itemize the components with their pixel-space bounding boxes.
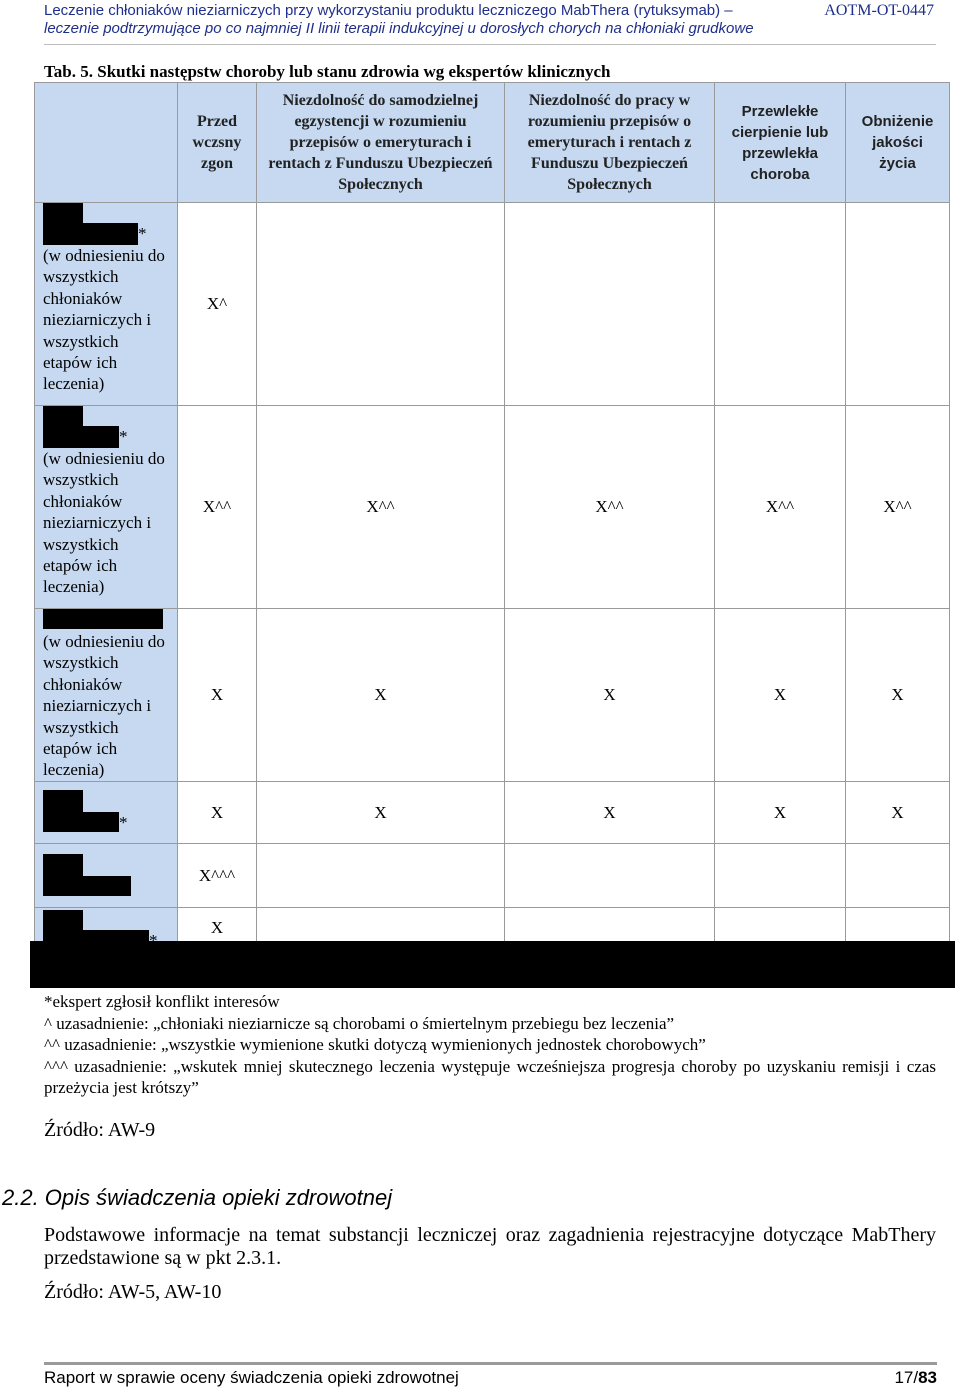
table-cell: X^^ xyxy=(178,406,257,609)
redacted-block xyxy=(43,203,83,223)
table-cell xyxy=(505,844,715,908)
row-note: (w odniesieniu do wszystkich chłoniaków nieziarniczych i wszystkich etapów ich leczenia) xyxy=(43,246,165,394)
note-caret-1: ^ uzasadnienie: „chłoniaki nieziarnicze są chorobami o śmiertelnym przebiegu bez leczenia” xyxy=(44,1013,675,1033)
table-cell xyxy=(257,844,505,908)
row-header xyxy=(35,844,178,908)
document-code: AOTM-OT-0447 xyxy=(824,2,934,19)
redacted-block xyxy=(43,426,119,448)
footer-divider xyxy=(44,1362,937,1365)
header-empty-cell xyxy=(35,83,178,203)
table-cell: X xyxy=(178,908,257,958)
redacted-block xyxy=(43,910,83,930)
page-footer xyxy=(44,1368,937,1388)
table-cell: X^^ xyxy=(715,406,846,609)
conflict-marker: * xyxy=(119,813,128,832)
table-cell xyxy=(257,203,505,406)
page-number xyxy=(894,1368,937,1388)
redacted-block xyxy=(43,876,131,896)
row-header xyxy=(35,406,178,609)
table-cell xyxy=(846,844,950,908)
table-cell: X^^ xyxy=(505,406,715,609)
source-note-2: Źródło: AW-5, AW-10 xyxy=(44,1281,222,1303)
table-row xyxy=(35,609,950,782)
col-header-premature-death: Przed wczsny zgon xyxy=(178,83,257,203)
redacted-block xyxy=(43,790,83,812)
redacted-block xyxy=(43,812,119,832)
table-cell xyxy=(715,844,846,908)
table-row xyxy=(35,782,950,844)
table-cell xyxy=(846,203,950,406)
table-cell: X^^^ xyxy=(178,844,257,908)
table-caption: Tab. 5. Skutki następstw choroby lub stanu zdrowia wg ekspertów klinicznych xyxy=(44,62,611,81)
col-header-chronic-suffering: Przewlekłe cierpienie lub przewlekła choroba xyxy=(715,83,846,203)
effects-table xyxy=(34,82,950,958)
source-note: Źródło: AW-9 xyxy=(44,1119,156,1141)
page-current: 17/ xyxy=(894,1368,919,1387)
table-cell: X xyxy=(257,609,505,782)
table-cell: X xyxy=(846,609,950,782)
running-header xyxy=(44,2,934,38)
table-cell: X xyxy=(178,782,257,844)
table-cell: X xyxy=(846,782,950,844)
header-title-line1: Leczenie chłoniaków nieziarniczych przy wykorzystaniu produktu leczniczego MabThera (rytuksymab) – xyxy=(44,2,733,19)
table-notes xyxy=(44,991,936,1099)
table-cell xyxy=(505,203,715,406)
table-cell: X xyxy=(505,782,715,844)
page-total: 83 xyxy=(918,1368,937,1387)
redacted-block xyxy=(43,854,83,876)
row-header xyxy=(35,609,178,782)
table-cell: X xyxy=(715,609,846,782)
section-heading: 2.2. Opis świadczenia opieki zdrowotnej xyxy=(2,1185,393,1210)
conflict-marker: * xyxy=(138,224,147,243)
body-paragraph: Podstawowe informacje na temat substancji leczniczej oraz zagadnienia rejestracyjne dotyczące MabThery przedstawione są w pkt 2.3.1. xyxy=(44,1224,936,1269)
note-caret-2: ^^ uzasadnienie: „wszystkie wymienione skutki dotyczą wymienionych jednostek chorobowych” xyxy=(44,1035,706,1054)
conflict-marker: * xyxy=(119,427,128,446)
redacted-block xyxy=(43,223,138,245)
col-header-independent-living-inability: Niezdolność do samodzielnej egzystencji w rozumieniu przepisów o emeryturach i rentach z Funduszu Ubezpieczeń Społecznych xyxy=(257,83,505,203)
table-row xyxy=(35,406,950,609)
header-divider xyxy=(44,44,936,45)
table-cell: X^ xyxy=(178,203,257,406)
table-row xyxy=(35,844,950,908)
table-cell: X xyxy=(505,609,715,782)
note-conflict: *ekspert zgłosił konflikt interesów xyxy=(44,992,280,1011)
table-cell: X xyxy=(257,782,505,844)
row-header xyxy=(35,782,178,844)
row-note: (w odniesieniu do wszystkich chłoniaków nieziarniczych i wszystkich etapów ich leczenia) xyxy=(43,449,165,597)
table-cell: X xyxy=(178,609,257,782)
table-cell: X^^ xyxy=(257,406,505,609)
table-cell xyxy=(715,203,846,406)
table-row xyxy=(35,203,950,406)
table-cell: X^^ xyxy=(846,406,950,609)
footer-title: Raport w sprawie oceny świadczenia opieki zdrowotnej xyxy=(44,1368,459,1387)
table-header-row xyxy=(35,83,950,203)
row-header xyxy=(35,203,178,406)
col-header-work-inability: Niezdolność do pracy w rozumieniu przepisów o emeryturach i rentach z Funduszu Ubezpieczeń Społecznych xyxy=(505,83,715,203)
note-caret-3: ^^^ uzasadnienie: „wskutek mniej skutecznego leczenia występuje wcześniejsza progresja choroby po uzyskaniu remisji i czas przeżycia jest krótszy” xyxy=(44,1056,936,1097)
redacted-block xyxy=(43,406,83,426)
col-header-quality-of-life: Obniżenie jakości życia xyxy=(846,83,950,203)
header-title-line2: leczenie podtrzymujące po co najmniej II linii terapii indukcyjnej u dorosłych chorych na chłoniaki grudkowe xyxy=(44,20,754,37)
redaction-bar xyxy=(30,941,955,988)
redacted-block xyxy=(43,609,163,629)
row-note: (w odniesieniu do wszystkich chłoniaków nieziarniczych i wszystkich etapów ich leczenia) xyxy=(43,632,165,780)
table-cell: X xyxy=(715,782,846,844)
